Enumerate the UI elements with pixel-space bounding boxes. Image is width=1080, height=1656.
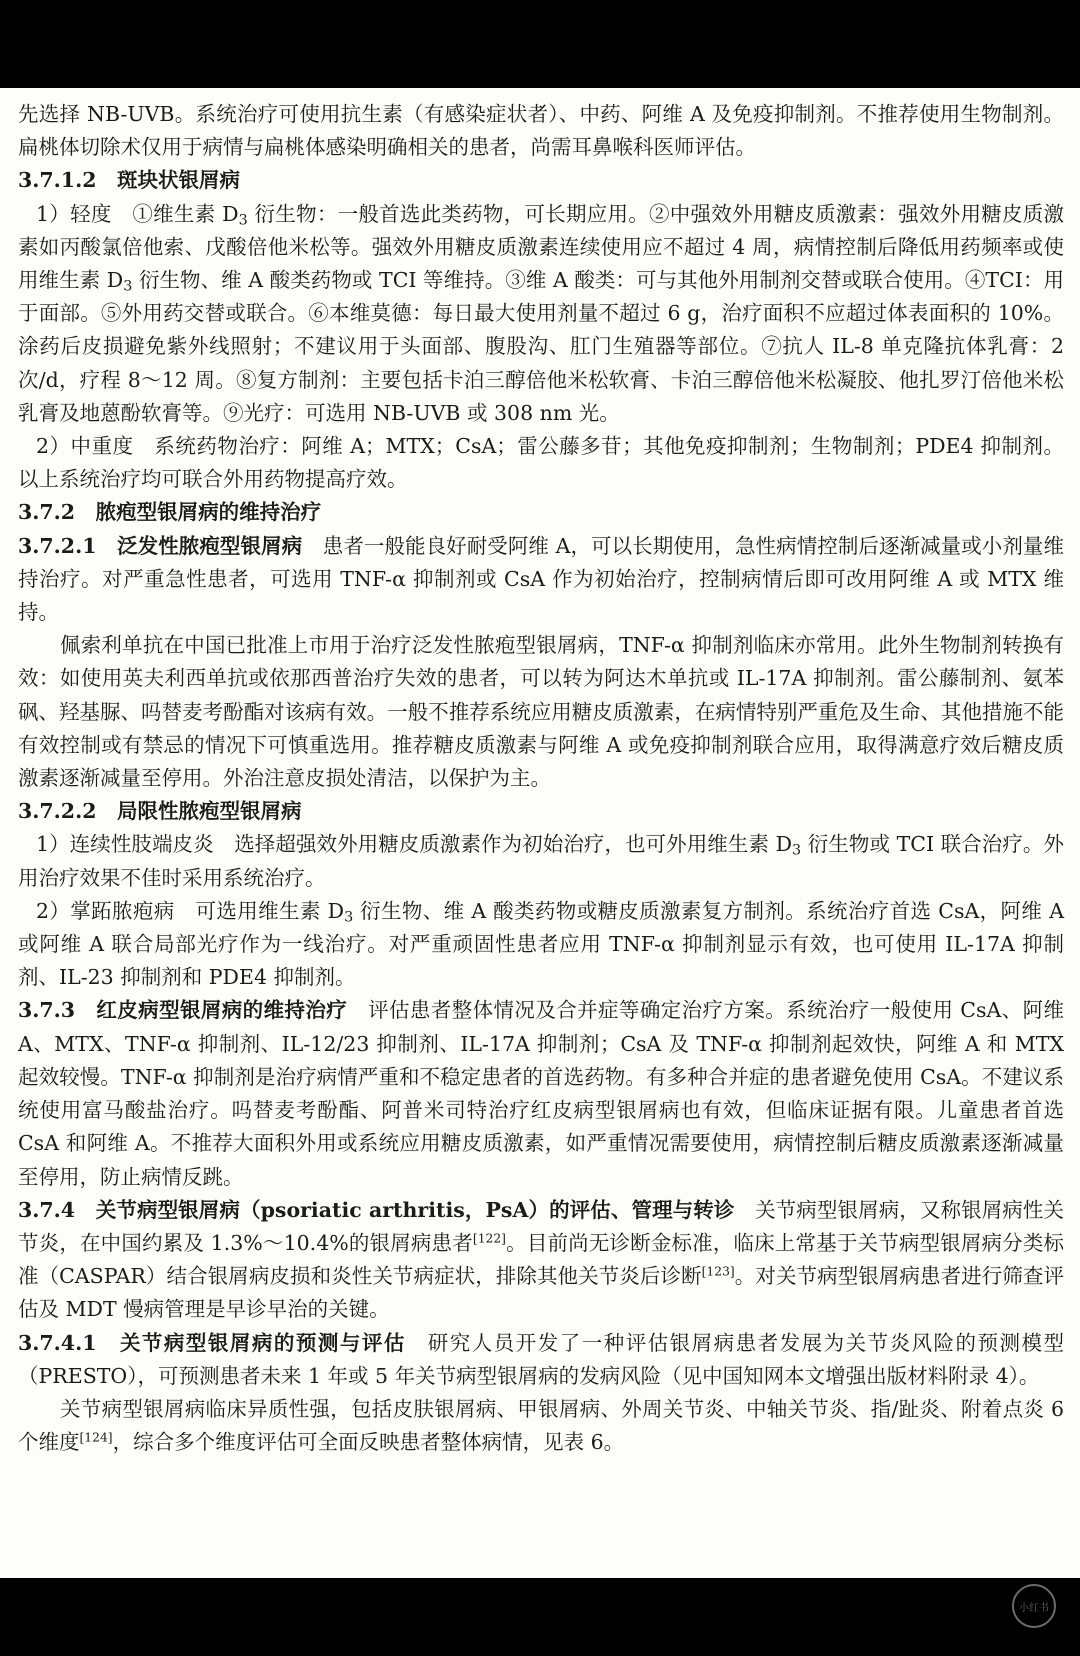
- document-body: [18, 98, 1064, 1459]
- heading-3-7-1-2: 3.7.1.2 斑块状银屑病: [18, 168, 240, 193]
- heading-3-7-2-2: 3.7.2.2 局限性脓疱型银屑病: [18, 799, 302, 824]
- paragraph-3-7-4-1: 3.7.4.1 关节病型银屑病的预测与评估 研究人员开发了一种评估银屑病患者发展为关节炎风险的预测模型（PRESTO），可预测患者未来 1 年或 5 年关节病型银屑病的发病风险（见中国知网本文增强出版材料附录 4）。: [18, 1330, 1065, 1388]
- paragraph-mild: 1）轻度 ①维生素 $D_3$ 衍生物：一般首选此类药物，可长期应用。②中强效外用糖皮质激素：强效外用糖皮质激素如丙酸氯倍他索、戊酸倍他米松等。强效外用糖皮质激素连续使用应不超过 4 周，病情控制后降低用药频率或使用维生素 $D_3$ 衍生物、维 A 酸类药物或 TCI 等维持。③维 A 酸类：可与其他外用制剂交替或联合使用。④TCI：用于面部。⑤外用药交替或联合。⑥本维莫德：每日最大使用剂量不超过 6 g，治疗面积不应超过体表面积的 10%。涂药后皮损避免紫外线照射；不建议用于头面部、腹股沟、肛门生殖器等部位。⑦抗人 IL-8 单克隆抗体乳膏：2 次/d，疗程 8～12 周。⑧复方制剂：主要包括卡泊三醇倍他米松软膏、卡泊三醇倍他米松凝胶、他扎罗汀倍他米松乳膏及地蒽酚软膏等。⑨光疗：可选用 NB-UVB 或 308 nm 光。: [18, 201, 1065, 425]
- paragraph-3-7-2-1: 3.7.2.1 泛发性脓疱型银屑病 患者一般能良好耐受阿维 A，可以长期使用，急性病情控制后逐渐减量或小剂量维持治疗。对严重急性患者，可选用 TNF-α 抑制剂或 CsA 作为初始治疗，控制病情后即可改用阿维 A 或 MTX 维持。: [18, 533, 1064, 625]
- citation-123: [123]: [701, 1264, 735, 1279]
- paragraph-palmoplantar: 2）掌跖脓疱病 可选用维生素 $D_3$ 衍生物、维 A 酸类药物或糖皮质激素复方制剂。系统治疗首选 CsA，阿维 A 或阿维 A 联合局部光疗作为一线治疗。对严重顽固性患者应用 TNF-α 抑制剂显示有效，也可使用 IL-17A 抑制剂、IL-23 抑制剂和 PDE4 抑制剂。: [18, 898, 1064, 990]
- watermark-logo: 小红书: [1012, 1584, 1056, 1628]
- heading-3-7-2: 3.7.2 脓疱型银屑病的维持治疗: [18, 500, 322, 525]
- heading-3-7-4-1: 3.7.4.1 关节病型银屑病的预测与评估: [18, 1330, 406, 1355]
- citation-122: [122]: [472, 1231, 506, 1246]
- paragraph-moderate: 2）中重度 系统药物治疗：阿维 A；MTX；CsA；雷公藤多苷；其他免疫抑制剂；生物制剂；PDE4 抑制剂。以上系统治疗均可联合外用药物提高疗效。: [18, 434, 1064, 492]
- heading-3-7-3: 3.7.3 红皮病型银屑病的维持治疗: [18, 998, 348, 1023]
- paragraph-spesolimab: 佩索利单抗在中国已批准上市用于治疗泛发性脓疱型银屑病，TNF-α 抑制剂临床亦常用。此外生物制剂转换有效：如使用英夫利西单抗或依那西普治疗失效的患者，可以转为阿达木单抗或 IL-17A 抑制剂。雷公藤制剂、氨苯砜、羟基脲、吗替麦考酚酯对该病有效。一般不推荐系统应用糖皮质激素，在病情特别严重危及生命、其他措施不能有效控制或有禁忌的情况下可慎重选用。推荐糖皮质激素与阿维 A 或免疫抑制剂联合应用，取得满意疗效后糖皮质激素逐渐减量至停用。外治注意皮损处清洁，以保护为主。: [18, 633, 1064, 791]
- paragraph-dimensions: 关节病型银屑病临床异质性强，包括皮肤银屑病、甲银屑病、外周关节炎、中轴关节炎、指/趾炎、附着点炎 6 个维度[124]，综合多个维度评估可全面反映患者整体病情，见表 6。: [18, 1396, 1064, 1455]
- paragraph-3-7-4: 3.7.4 关节病型银屑病（psoriatic arthritis，PsA）的评估、管理与转诊 关节病型银屑病，又称银屑病性关节炎，在中国约累及 1.3%～10.4%的银屑病患者[122]。目前尚无诊断金标准，临床上常基于关节病型银屑病分类标准（CASPAR）结合银屑病皮损和炎性关节病症状，排除其他关节炎后诊断[123]。对关节病型银屑病患者进行筛查评估及 MDT 慢病管理是早诊早治的关键。: [18, 1197, 1065, 1322]
- paragraph-3-7-3: 3.7.3 红皮病型银屑病的维持治疗 评估患者整体情况及合并症等确定治疗方案。系统治疗一般使用 CsA、阿维 A、MTX、TNF-α 抑制剂、IL-12/23 抑制剂、IL-17A 抑制剂；CsA 及 TNF-α 抑制剂起效快，阿维 A 和 MTX 起效较慢。TNF-α 抑制剂是治疗病情严重和不稳定患者的首选药物。有多种合并症的患者避免使用 CsA。不建议系统使用富马酸盐治疗。吗替麦考酚酯、阿普米司特治疗红皮病型银屑病也有效，但临床证据有限。儿童患者首选 CsA 和阿维 A。不推荐大面积外用或系统应用糖皮质激素，如严重情况需要使用，病情控制后糖皮质激素逐渐减量至停用，防止病情反跳。: [18, 998, 1064, 1189]
- paragraph-acrodermatitis: 1）连续性肢端皮炎 选择超强效外用糖皮质激素作为初始治疗，也可外用维生素 $D_3$ 衍生物或 TCI 联合治疗。外用治疗效果不佳时采用系统治疗。: [18, 832, 1064, 890]
- heading-3-7-4: 3.7.4 关节病型银屑病（psoriatic arthritis，PsA）的评估、管理与转诊: [18, 1197, 735, 1222]
- heading-3-7-2-1: 3.7.2.1 泛发性脓疱型银屑病: [18, 533, 303, 558]
- document-page: [0, 88, 1080, 1578]
- citation-124: [124]: [79, 1430, 113, 1445]
- paragraph-intro: 先选择 NB-UVB。系统治疗可使用抗生素（有感染症状者）、中药、阿维 A 及免疫抑制剂。不推荐使用生物制剂。扁桃体切除术仅用于病情与扁桃体感染明确相关的患者，尚需耳鼻喉科医师评估。: [18, 102, 1064, 160]
